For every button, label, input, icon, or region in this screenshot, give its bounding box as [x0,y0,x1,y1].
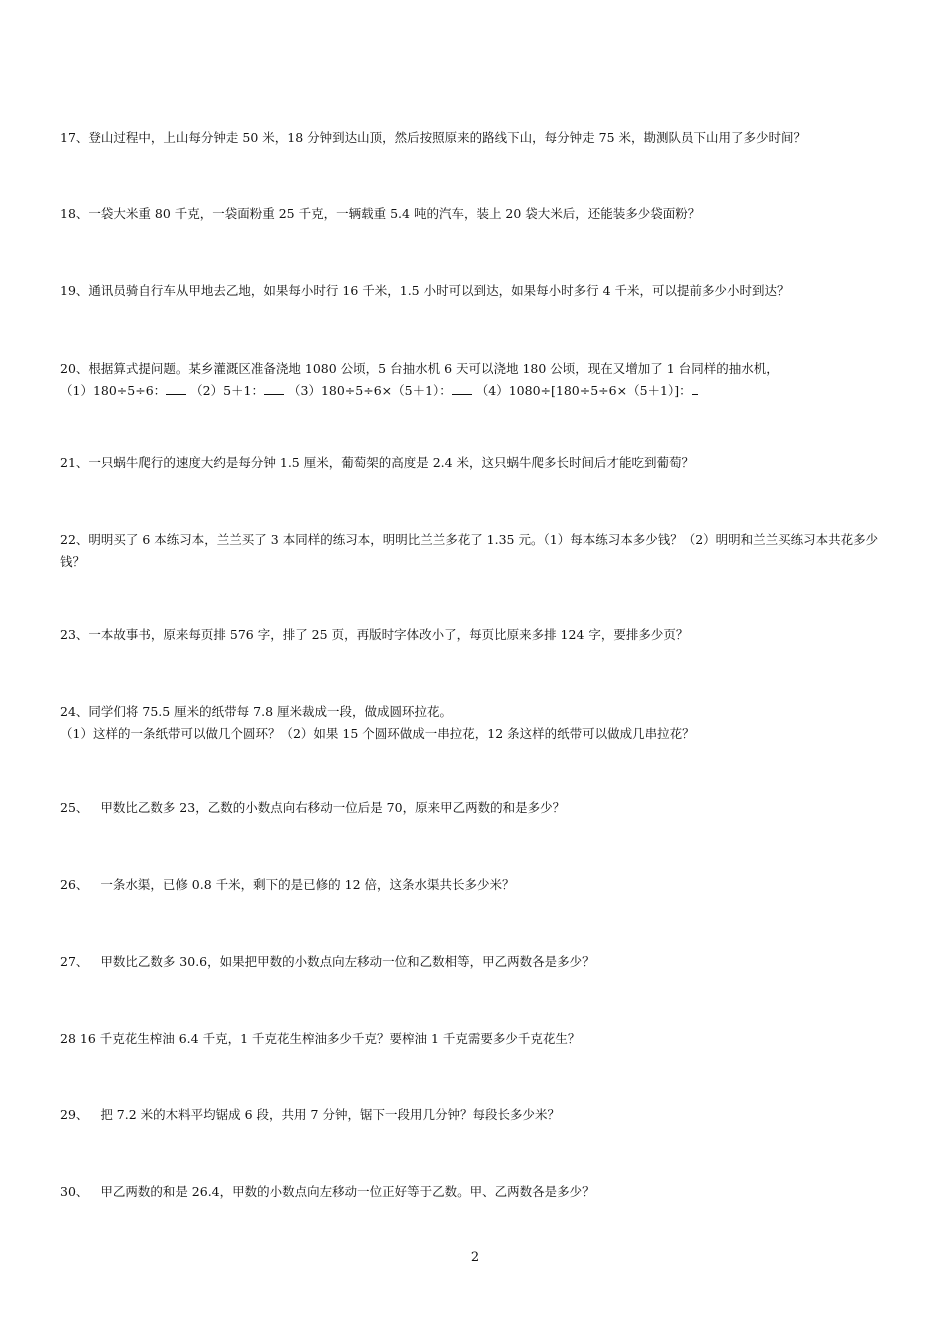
question-21 [60,452,900,474]
question-21-text: 21、一只蜗牛爬行的速度大约是每分钟 1.5 厘米，葡萄架的高度是 2.4 米，这只蜗牛爬多长时间后才能吃到葡萄？ [60,455,695,470]
question-27 [60,951,900,973]
question-23-text: 23、一本故事书，原来每页排 576 字，排了 25 页，再版时字体改小了，每页比原来多排 124 字，要排多少页？ [60,627,689,642]
question-24-text-line-1: 24、同学们将 75.5 厘米的纸带每 7.8 厘米裁成一段，做成圆环拉花。 [60,704,453,719]
question-20-part-2: （2）5＋1： [190,383,265,398]
question-24 [60,701,900,745]
question-25-text: 25、 甲数比乙数多 23，乙数的小数点向右移动一位后是 70，原来甲乙两数的和是多少？ [60,800,566,815]
page-number: 2 [470,1250,480,1265]
question-26 [60,874,900,896]
question-24-text-line-2: （1）这样的一条纸带可以做几个圆环？（2）如果 15 个圆环做成一串拉花，12 条这样的纸带可以做成几串拉花？ [60,726,695,741]
question-20-part-1: （1）180÷5÷6： [60,383,167,398]
question-27-text: 27、 甲数比乙数多 30.6，如果把甲数的小数点向左移动一位和乙数相等，甲乙两数各是多少？ [60,954,595,969]
answer-blank-1[interactable] [166,380,186,395]
question-30 [60,1181,900,1203]
question-20-part-4: （4）1080÷[180÷5÷6×（5＋1）]： [475,383,692,398]
question-20 [60,358,900,402]
question-26-text: 26、 一条水渠，已修 0.8 千米，剩下的是已修的 12 倍，这条水渠共长多少米？ [60,877,515,892]
answer-blank-3[interactable] [452,380,472,395]
question-20-text: 20、根据算式提问题。某乡灌溉区准备浇地 1080 公顷，5 台抽水机 6 天可以浇地 180 公顷，现在又增加了 1 台同样的抽水机， [60,361,779,376]
question-30-text: 30、 甲乙两数的和是 26.4，甲数的小数点向左移动一位正好等于乙数。甲、乙两数各是多少？ [60,1184,595,1199]
question-23 [60,624,900,646]
question-17-text: 17、登山过程中，上山每分钟走 50 米，18 分钟到达山顶，然后按照原来的路线下山，每分钟走 75 米，勘测队员下山用了多少时间？ [60,130,806,145]
question-18-text: 18、一袋大米重 80 千克，一袋面粉重 25 千克，一辆载重 5.4 吨的汽车，装上 20 袋大米后，还能装多少袋面粉？ [60,206,701,221]
answer-blank-4[interactable] [692,380,698,395]
question-29 [60,1104,900,1126]
question-28 [60,1028,900,1050]
question-17 [60,127,900,149]
answer-blank-2[interactable] [264,380,284,395]
question-22-text: 22、明明买了 6 本练习本，兰兰买了 3 本同样的练习本，明明比兰兰多花了 1.35 元。（1）每本练习本多少钱？（2）明明和兰兰买练习本共花多少钱？ [60,532,879,569]
question-18 [60,203,900,225]
question-28-text: 28 16 千克花生榨油 6.4 千克，1 千克花生榨油多少千克？要榨油 1 千克需要多少千克花生？ [60,1031,581,1046]
question-25 [60,797,900,819]
question-20-part-3: （3）180÷5÷6×（5＋1）： [288,383,452,398]
question-22 [60,529,900,573]
question-19 [60,280,900,302]
question-29-text: 29、 把 7.2 米的木料平均锯成 6 段，共用 7 分钟，锯下一段用几分钟？每段长多少米？ [60,1107,560,1122]
question-20-subparts [60,380,900,402]
question-19-text: 19、通讯员骑自行车从甲地去乙地，如果每小时行 16 千米，1.5 小时可以到达，如果每小时多行 4 千米，可以提前多少小时到达？ [60,283,790,298]
